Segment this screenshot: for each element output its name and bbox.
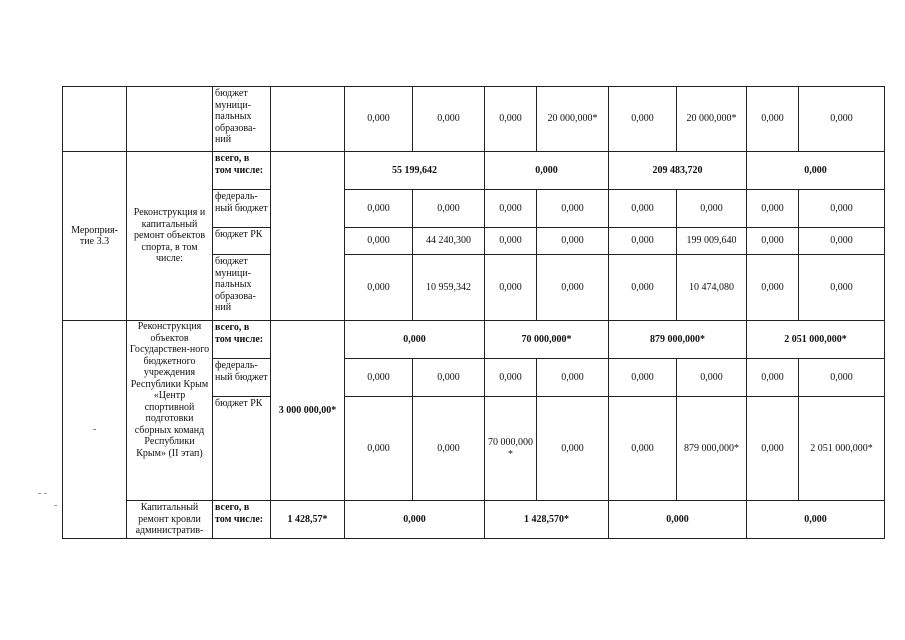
value-cell: 0,000 — [677, 190, 747, 228]
value-cell: 0,000 — [799, 255, 885, 321]
value-cell: 0,000 — [345, 190, 413, 228]
value-cell: 0,000 — [413, 359, 485, 397]
total-cell: 0,000 — [609, 501, 747, 539]
activity-cell: - — [63, 321, 127, 539]
value-cell: 0,000 — [799, 228, 885, 255]
value-cell: 0,000 — [485, 190, 537, 228]
value-cell: 20 000,000* — [677, 87, 747, 152]
name-cell: Капитальный ремонт кровли административ- — [127, 501, 213, 539]
value-cell: 10 474,080 — [677, 255, 747, 321]
cost-cell — [271, 87, 345, 152]
margin-mark: - - — [38, 488, 48, 499]
value-cell: 0,000 — [345, 397, 413, 501]
total-cell: 0,000 — [747, 152, 885, 190]
table-row — [63, 152, 885, 190]
value-cell: 0,000 — [413, 397, 485, 501]
total-cell: 879 000,000* — [609, 321, 747, 359]
source-cell: бюджет РК — [213, 397, 271, 501]
cost-cell: 1 428,57* — [271, 501, 345, 539]
total-cell: 70 000,000* — [485, 321, 609, 359]
value-cell: 2 051 000,000* — [799, 397, 885, 501]
value-cell: 0,000 — [747, 87, 799, 152]
source-cell: бюджет муници-пальных образова-ний — [213, 87, 271, 152]
value-cell: 0,000 — [747, 228, 799, 255]
value-cell: 0,000 — [609, 359, 677, 397]
table-row — [63, 321, 885, 359]
value-cell: 20 000,000* — [537, 87, 609, 152]
value-cell: 10 959,342 — [413, 255, 485, 321]
table-row — [63, 501, 885, 539]
source-cell: всего, в том числе: — [213, 152, 271, 190]
value-cell: 0,000 — [609, 228, 677, 255]
total-cell: 2 051 000,000* — [747, 321, 885, 359]
total-cell: 0,000 — [485, 152, 609, 190]
value-cell: 0,000 — [345, 228, 413, 255]
source-cell: всего, в том числе: — [213, 501, 271, 539]
total-cell: 0,000 — [345, 321, 485, 359]
value-cell: 0,000 — [537, 255, 609, 321]
value-cell: 0,000 — [609, 397, 677, 501]
name-cell: Реконструкция объектов Государствен-ного бюджетного учреждения Республики Крым «Центр спортивной подготовки сборных команд Республики Крым» (II этап) — [127, 321, 213, 501]
source-cell: бюджет муници-пальных образова-ний — [213, 255, 271, 321]
total-cell: 0,000 — [747, 501, 885, 539]
value-cell: 0,000 — [485, 228, 537, 255]
value-cell: 0,000 — [537, 359, 609, 397]
activity-cell: Мероприя-тие 3.3 — [63, 152, 127, 321]
value-cell: 0,000 — [609, 255, 677, 321]
margin-mark: - — [54, 500, 58, 511]
value-cell: 0,000 — [747, 397, 799, 501]
value-cell: 70 000,000 * — [485, 397, 537, 501]
total-cell: 209 483,720 — [609, 152, 747, 190]
value-cell: 0,000 — [485, 359, 537, 397]
value-cell: 0,000 — [747, 255, 799, 321]
value-cell: 0,000 — [799, 359, 885, 397]
name-cell: Реконструкция и капитальный ремонт объектов спорта, в том числе: — [127, 152, 213, 321]
value-cell: 0,000 — [677, 359, 747, 397]
value-cell: 0,000 — [345, 359, 413, 397]
activity-cell — [63, 87, 127, 152]
value-cell: 0,000 — [413, 87, 485, 152]
value-cell: 0,000 — [747, 190, 799, 228]
value-cell: 199 009,640 — [677, 228, 747, 255]
value-cell: 0,000 — [485, 255, 537, 321]
value-cell: 0,000 — [537, 397, 609, 501]
value-cell: 0,000 — [609, 87, 677, 152]
value-cell: 44 240,300 — [413, 228, 485, 255]
source-cell: всего, в том числе: — [213, 321, 271, 359]
value-cell: 0,000 — [537, 190, 609, 228]
value-cell: 0,000 — [799, 190, 885, 228]
source-cell: федераль-ный бюджет — [213, 359, 271, 397]
value-cell: 0,000 — [345, 87, 413, 152]
value-cell: 0,000 — [799, 87, 885, 152]
value-cell: 0,000 — [485, 87, 537, 152]
value-cell: 0,000 — [537, 228, 609, 255]
cost-cell — [271, 152, 345, 321]
table-row — [63, 87, 885, 152]
name-cell — [127, 87, 213, 152]
value-cell: 0,000 — [413, 190, 485, 228]
source-cell: федераль-ный бюджет — [213, 190, 271, 228]
budget-table — [62, 86, 885, 539]
source-cell: бюджет РК — [213, 228, 271, 255]
cost-cell: 3 000 000,00* — [271, 321, 345, 501]
value-cell: 879 000,000* — [677, 397, 747, 501]
total-cell: 55 199,642 — [345, 152, 485, 190]
value-cell: 0,000 — [747, 359, 799, 397]
value-cell: 0,000 — [609, 190, 677, 228]
value-cell: 0,000 — [345, 255, 413, 321]
total-cell: 0,000 — [345, 501, 485, 539]
total-cell: 1 428,570* — [485, 501, 609, 539]
